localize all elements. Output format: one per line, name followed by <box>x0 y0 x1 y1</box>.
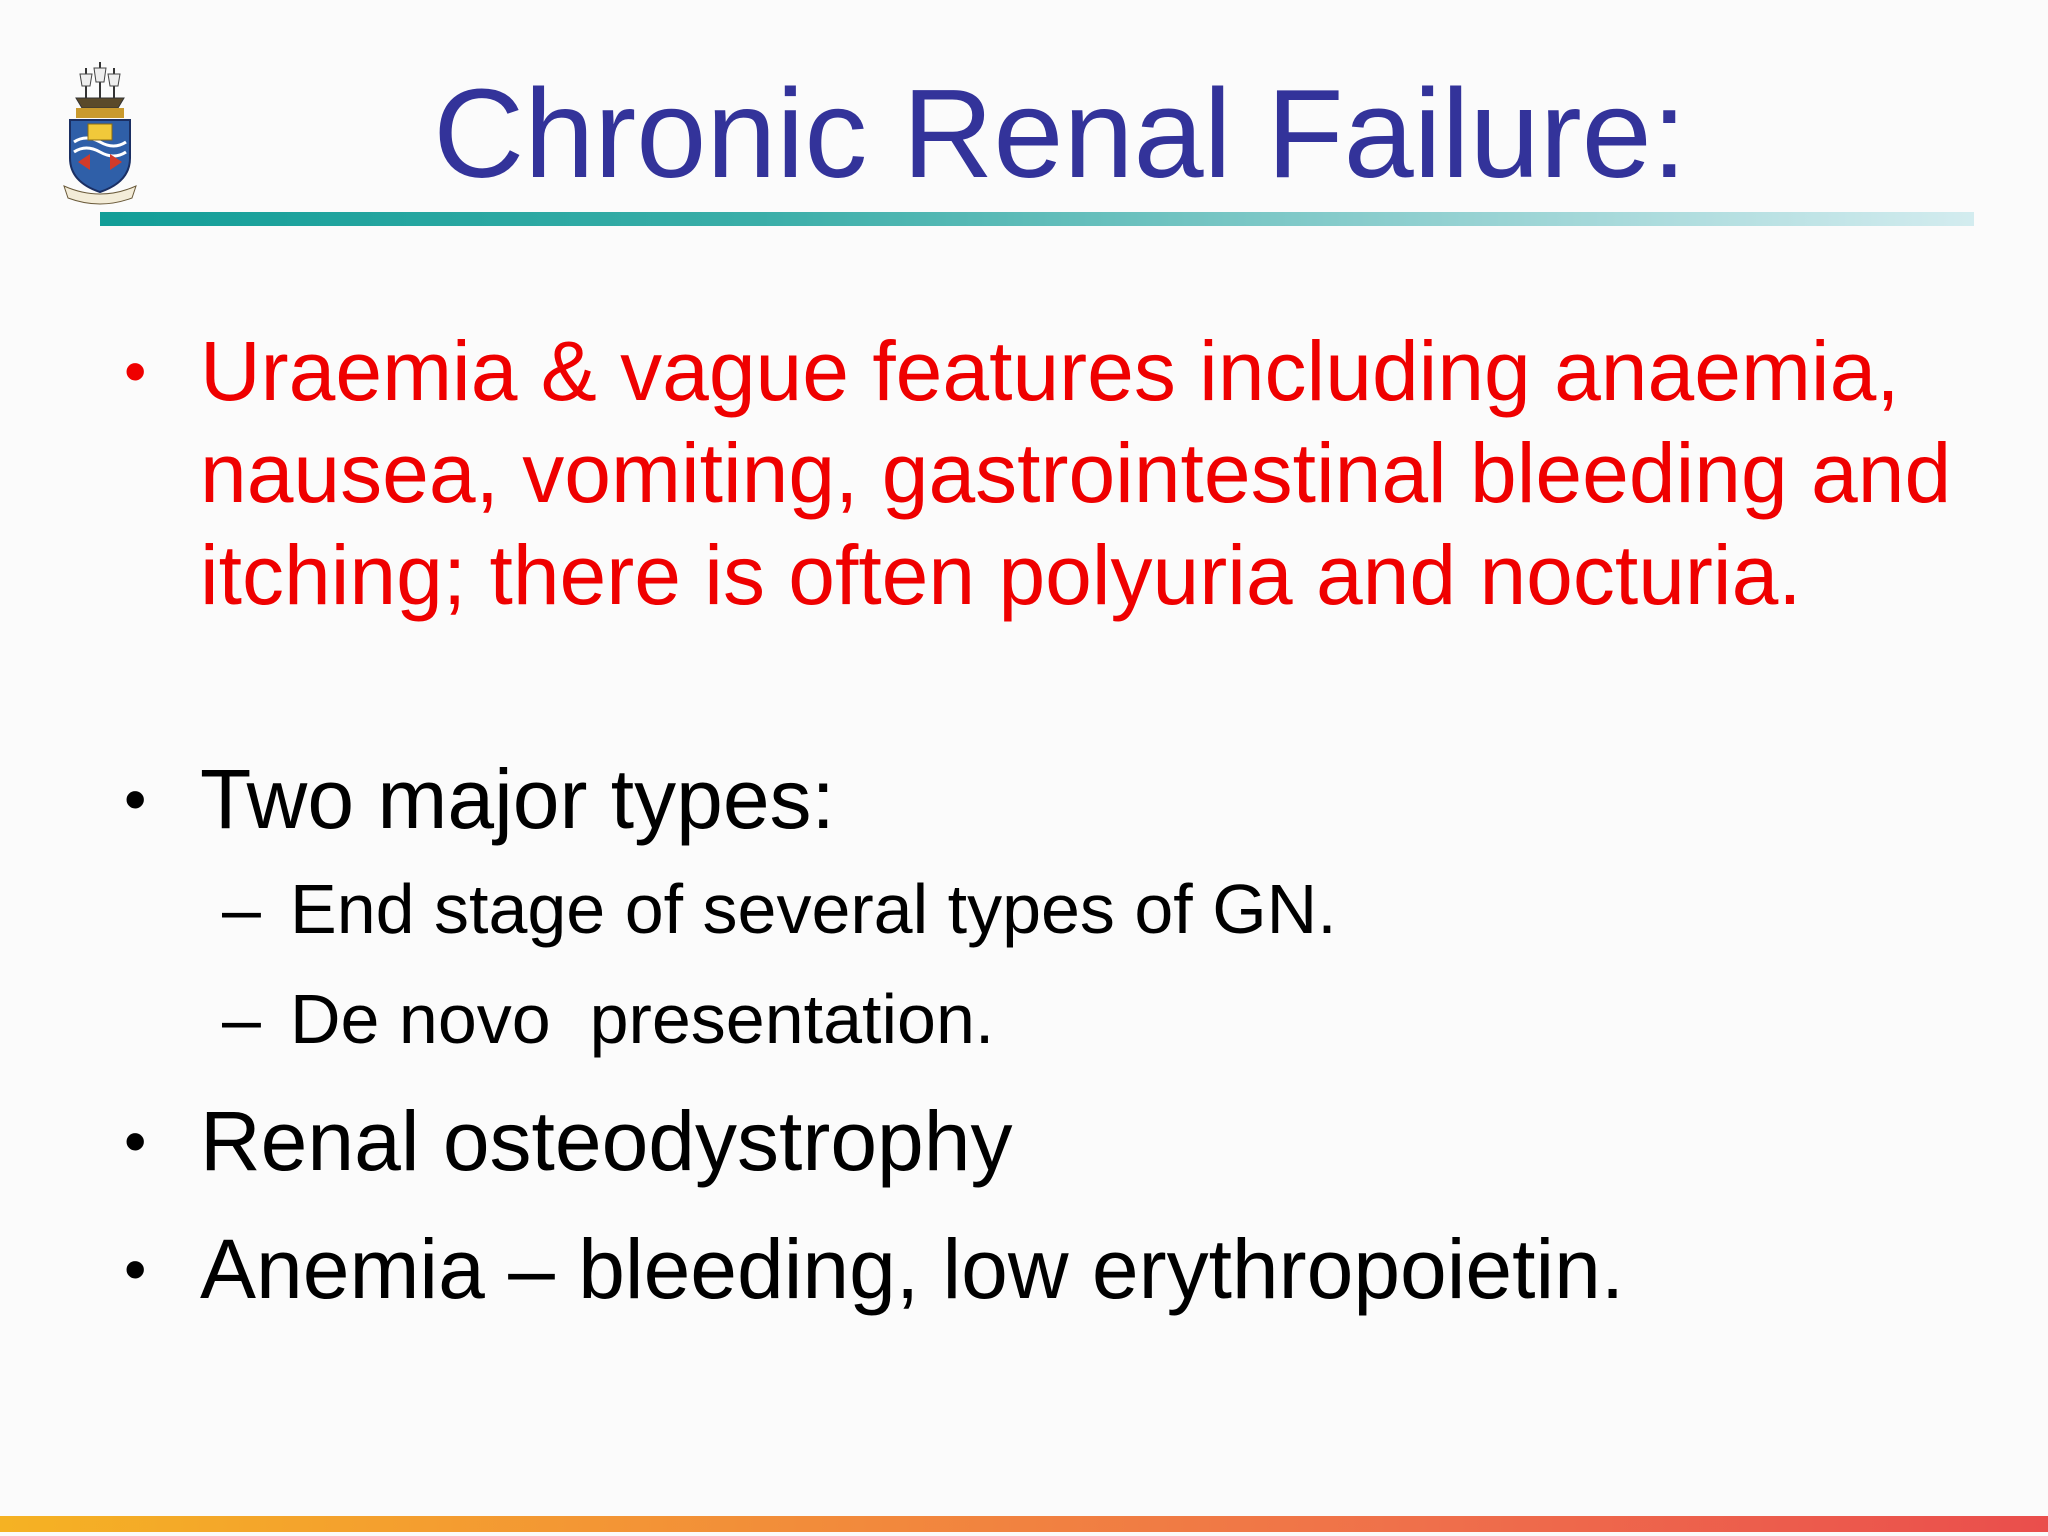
sub-bullet-marker: – <box>222 870 261 948</box>
bullet-text: Anemia – bleeding, low erythropoietin. <box>200 1222 1625 1316</box>
bullet-marker: • <box>124 335 147 407</box>
bullet-marker: • <box>124 763 147 835</box>
sub-bullet-marker: – <box>222 980 261 1058</box>
bullet-text: Uraemia & vague features including anaemia, nausea, vomiting, gastrointestinal bleeding and itching; there is often polyuria and nocturia. <box>200 324 1952 622</box>
footer-divider <box>0 1516 2048 1532</box>
bullet-text: Two major types: <box>200 752 835 846</box>
bullet-marker: • <box>124 1105 147 1177</box>
slide-title: Chronic Renal Failure: <box>433 63 1687 204</box>
sub-bullet-text: De novo presentation. <box>290 980 995 1058</box>
bullet-text: Renal osteodystrophy <box>200 1094 1013 1188</box>
bullet-marker: • <box>124 1233 147 1305</box>
sub-bullet-text: End stage of several types of GN. <box>290 870 1337 948</box>
